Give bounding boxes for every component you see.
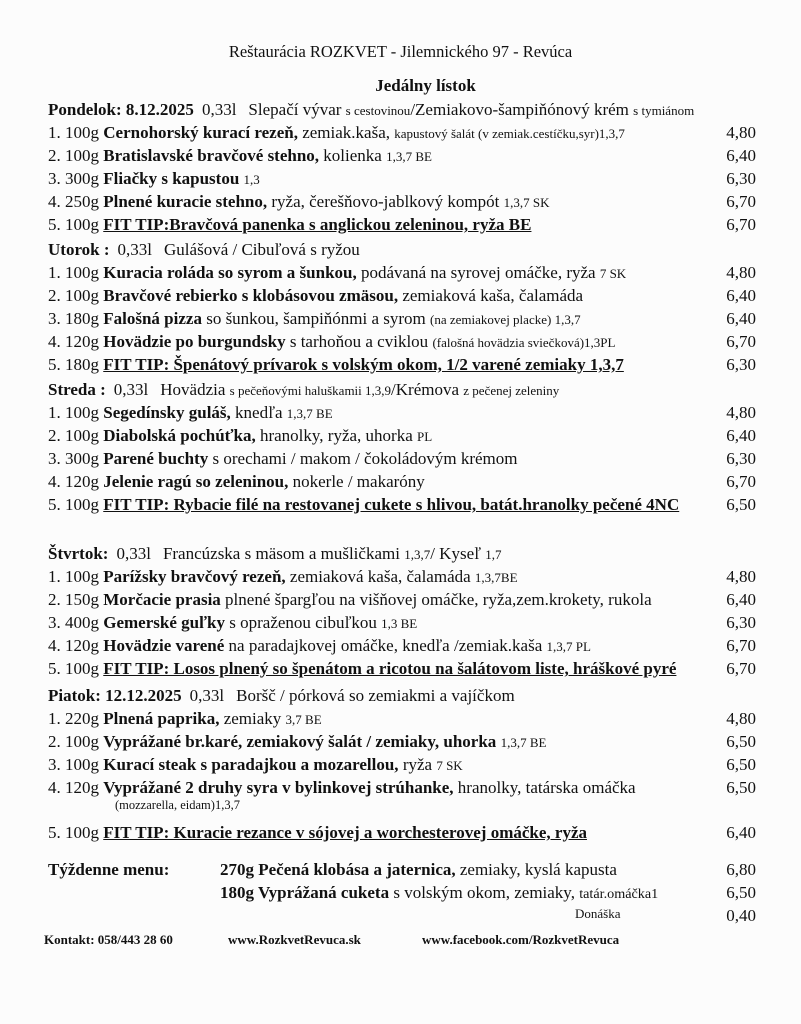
item-allergens: 1,3,7 BE [386,149,432,164]
menu-item [48,613,756,637]
menu-item [48,355,756,379]
item-number: 1. 220g [48,709,99,728]
item-price: 6,40 [726,309,756,328]
item-allergens: 7 SK [599,266,627,281]
day-name: Štvrtok: [48,544,109,563]
item-number: 5. 180g [48,355,99,374]
menu-item [48,755,756,779]
item-number: 2. 100g [48,732,99,751]
item-desc: hranolky, ryža, uhorka [255,426,418,445]
weekly-item-note: tatár.omáčka1 [579,886,659,902]
item-name: Bravčové rebierko s klobásovou zmäsou, [103,286,399,305]
item-desc: kolienka [319,146,387,165]
item-allergens: PL [417,429,433,444]
menu-item [48,426,756,450]
item-allergens: 3,7 BE [285,712,322,727]
weekly-item-desc: s volským okom, zemiaky, [389,883,580,902]
fit-tip: FIT TIP: Kuracie rezance v sójovej a worchesterovej omáčke, ryža [103,823,587,842]
item-number: 5. 100g [48,215,99,234]
item-price: 6,30 [726,355,756,374]
day-name: Piatok: 12.12.2025 [48,686,182,705]
item-name: Segedínsky guláš, [103,403,231,422]
soup [248,100,694,119]
item-allergens: (falošná hovädzia sviečková)1,3PL [432,335,616,350]
item-price: 6,40 [726,823,756,842]
item-number: 1. 100g [48,263,99,282]
item-allergens: 1,3 [243,172,260,187]
soup-name-2: /Zemiakovo-šampiňónový krém [410,100,629,119]
item-price: 6,50 [726,732,756,751]
menu-item [48,192,756,216]
day-header [48,240,768,260]
soup-note: s pečeňovými haluškamii 1,3,9 [229,383,392,398]
menu-item [48,567,756,591]
soup [164,240,360,259]
item-desc: podávaná na syrovej omáčke, ryža [356,263,600,282]
menu-item [48,169,756,193]
soup [163,544,502,563]
item-name: Falošná pizza [103,309,202,328]
day-name: Streda : [48,380,106,399]
item-desc: ryža, čerešňovo-jablkový kompót [267,192,504,211]
day-header [48,686,768,706]
item-desc: nokerle / makaróny [288,472,425,491]
item-allergens: 7 SK [436,758,463,773]
item-name: Vyprážané 2 druhy syra v bylinkovej strúhanke, [103,778,454,797]
item-name: Diabolská pochúťka, [103,426,256,445]
item-desc: na paradajkovej omáčke, knedľa /zemiak.kaša [224,636,547,655]
item-price: 6,70 [726,636,756,655]
item-price: 6,40 [726,146,756,165]
item-desc: hranolky, tatárska omáčka [453,778,636,797]
soup-volume: 0,33l [116,544,151,563]
fit-tip: FIT TIP: Rybacie filé na restovanej cukete s hlivou, batát.hranolky pečené 4NC [103,495,680,514]
menu-item [48,659,756,683]
item-number: 1. 100g [48,123,99,142]
item-price: 6,50 [726,755,756,774]
item-desc: ryža [398,755,437,774]
menu-item [48,263,756,287]
day-header [48,544,768,564]
item-price: 6,40 [726,426,756,445]
item-number: 4. 120g [48,778,99,797]
day-name: Pondelok: 8.12.2025 [48,100,194,119]
item-desc: s orechami / makom / čokoládovým krémom [208,449,518,468]
item-desc: plnené špargľou na višňovej omáčke, ryža,zem.krokety, rukola [220,590,652,609]
item-price: 4,80 [726,123,756,142]
item-name: Parené buchty [103,449,209,468]
item-desc: so šunkou, šampiňónmi a syrom [201,309,431,328]
weekly-item-price: 6,50 [726,883,756,902]
item-allergens: 1,3,7 SK [503,195,550,210]
soup-volume: 0,33l [189,686,225,705]
item-price: 4,80 [726,263,756,282]
item-price: 6,70 [726,332,756,351]
item-desc: knedľa [230,403,287,422]
item-number: 4. 120g [48,332,99,351]
delivery-price: 0,40 [726,906,756,925]
soup-note-2: z pečenej zeleniny [463,383,560,398]
item-desc: zemiaky [219,709,286,728]
item-price: 6,70 [726,472,756,491]
item-name: Kuracia roláda so syrom a šunkou, [103,263,357,282]
soup-name: Boršč / pórková so zemiakmi a vajíčkom [236,686,515,705]
item-number: 5. 100g [48,659,99,678]
contact-phone: Kontakt: 058/443 28 60 [44,932,173,947]
item-price: 4,80 [726,567,756,586]
menu-title: Jedálny lístok [375,76,476,95]
soup-note: 1,3,7 [404,547,431,562]
item-number: 3. 300g [48,449,99,468]
delivery [575,906,756,925]
soup-note-2: s tymiánom [633,103,695,118]
soup-note-2: 1,7 [485,547,502,562]
menu-item [48,472,756,496]
soup-name: Francúzska s mäsom a mušličkami [162,544,400,563]
item-name: Parížsky bravčový rezeň, [103,567,286,586]
menu-item [48,146,756,170]
item-price: 6,50 [726,778,756,797]
soup-volume: 0,33l [117,240,153,259]
weekly-item-price: 6,80 [726,860,756,879]
soup-volume: 0,33l [201,100,237,119]
item-name: Hovädzie po burgundsky [103,332,286,351]
menu-item [48,449,756,473]
facebook-link[interactable]: www.facebook.com/RozkvetRevuca [422,932,620,947]
menu-item [48,215,756,239]
item-number: 5. 100g [48,823,99,842]
soup-name: Hovädzia [160,380,226,399]
menu-item [48,309,756,333]
item-name: Fliačky s kapustou [103,169,240,188]
item-number: 5. 100g [48,495,99,514]
item-number: 3. 300g [48,169,99,188]
soup-volume: 0,33l [113,380,149,399]
item-desc: zemiaková kaša, čalamáda [285,567,475,586]
menu-item [48,709,756,733]
item-name: Morčacie prasia [103,590,221,609]
soup-note: s cestovinou [345,103,411,118]
item-desc: s tarhoňou a cviklou [285,332,433,351]
delivery-label: Donáška [575,906,621,921]
item-price: 6,40 [726,286,756,305]
item-desc: s opraženou cibuľkou [225,613,382,632]
weekly-menu-label: Týždenne menu: [48,860,170,879]
item-name: Gemerské guľky [103,613,226,632]
weekly-item-name: 180g Vyprážaná cuketa [220,883,390,902]
item-desc: zemiaková kaša, čalamáda [398,286,584,305]
item-allergens: 1,3,7 BE [500,735,547,750]
item-desc: zemiak.kaša, [297,123,395,142]
menu-item [48,590,756,614]
item-name: Kurací steak s paradajkou a mozarellou, [103,755,399,774]
menu-item [48,286,756,310]
menu-item [48,732,756,756]
item-price: 4,80 [726,709,756,728]
soup-name: Gulášová / Cibuľová s ryžou [164,240,360,259]
item-allergens: kapustový šalát (v zemiak.cestíčku,syr)1,3,7 [394,126,625,141]
day-header [48,100,768,120]
item-subnote: (mozzarella, eidam)1,3,7 [115,798,240,812]
item-number: 2. 100g [48,146,99,165]
weekly-item [220,883,756,907]
restaurant-header: Reštaurácia ROZKVET - Jilemnického 97 - Revúca [228,42,573,61]
fit-tip: FIT TIP: Losos plnený so špenátom a ricotou na šalátovom liste, hráškové pyré [103,659,677,678]
item-price: 6,70 [726,659,756,678]
item-name: Bratislavské bravčové stehno, [103,146,320,165]
menu-item [48,636,756,660]
website-link[interactable]: www.RozkvetRevuca.sk [228,932,361,947]
soup-name-2: / Kyseľ [430,544,482,563]
item-price: 6,30 [726,449,756,468]
item-name: Vyprážané br.karé, zemiakový šalát / zemiaky, uhorka [103,732,497,751]
item-number: 2. 150g [48,590,99,609]
item-price: 6,30 [726,169,756,188]
item-number: 2. 100g [48,286,99,305]
item-number: 4. 250g [48,192,99,211]
soup-name-2: /Krémova [391,380,460,399]
menu-item [48,123,756,147]
item-allergens: 1,3 BE [381,616,418,631]
item-number: 1. 100g [48,567,99,586]
day-header [48,380,768,400]
soup [236,686,515,705]
item-number: 4. 120g [48,472,99,491]
soup-name: Slepačí vývar [248,100,342,119]
item-number: 3. 100g [48,755,99,774]
day-name: Utorok : [48,240,110,259]
weekly-item [220,860,756,884]
fit-tip: FIT TIP: Špenátový prívarok s volským okom, 1/2 varené zemiaky 1,3,7 [103,355,624,374]
item-number: 1. 100g [48,403,99,422]
item-number: 3. 400g [48,613,99,632]
item-number: 4. 120g [48,636,99,655]
item-name: Plnené kuracie stehno, [103,192,268,211]
item-name: Jelenie ragú so zeleninou, [103,472,289,491]
item-name: Plnená paprika, [103,709,220,728]
item-price: 6,70 [726,215,756,234]
item-price: 6,70 [726,192,756,211]
item-allergens: 1,3,7 PL [546,639,591,654]
item-number: 3. 180g [48,309,99,328]
item-allergens: (na zemiakovej placke) 1,3,7 [430,312,581,327]
item-price: 6,40 [726,590,756,609]
menu-item [48,823,756,847]
fit-tip: FIT TIP:Bravčová panenka s anglickou zeleninou, ryža BE [103,215,532,234]
weekly-item-desc: zemiaky, kyslá kapusta [455,860,617,879]
item-price: 4,80 [726,403,756,422]
item-price: 6,30 [726,613,756,632]
item-number: 2. 100g [48,426,99,445]
weekly-item-name: 270g Pečená klobása a jaternica, [220,860,456,879]
menu-item [48,495,756,519]
menu-item [48,332,756,356]
soup [160,380,559,399]
item-allergens: 1,3,7BE [474,570,518,585]
item-price: 6,50 [726,495,756,514]
item-allergens: 1,3,7 BE [286,406,333,421]
item-name: Cernohorský kurací rezeň, [103,123,298,142]
menu-item [48,403,756,427]
item-name: Hovädzie varené [103,636,225,655]
